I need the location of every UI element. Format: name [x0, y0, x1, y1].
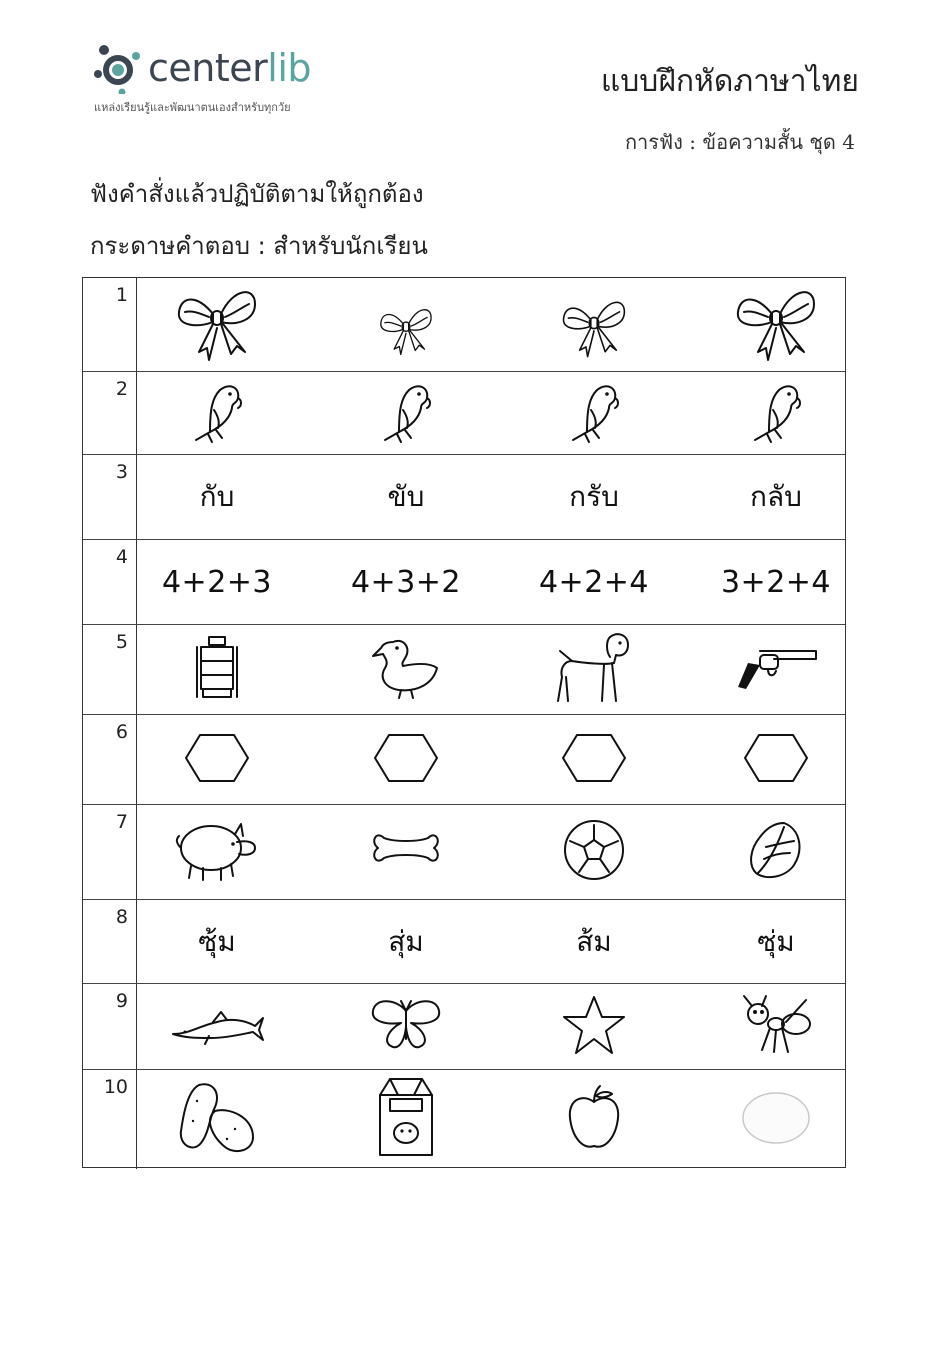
choice-cells	[136, 455, 845, 539]
choice-text: กับ	[199, 480, 235, 513]
row-number: 4	[115, 546, 128, 568]
bow-icon	[364, 289, 448, 375]
dog-icon	[554, 631, 634, 709]
row-number-cell	[83, 372, 137, 454]
choice-3[interactable]	[509, 625, 679, 714]
instruction-text: ฟังคำสั่งแล้วปฏิบัติตามให้ถูกต้อง	[90, 180, 424, 208]
choice-4[interactable]	[691, 540, 861, 624]
logo-molecule-icon	[92, 42, 144, 94]
choice-text: ส้ม	[576, 924, 612, 958]
pig-icon	[175, 818, 259, 886]
choice-2[interactable]	[321, 805, 491, 899]
row-number-cell	[83, 1070, 137, 1169]
choice-1[interactable]	[132, 455, 302, 539]
choice-2[interactable]	[321, 278, 491, 371]
choice-cells	[136, 805, 845, 899]
choice-3[interactable]	[509, 372, 679, 454]
row-number: 9	[115, 990, 128, 1012]
choice-2[interactable]	[321, 984, 491, 1069]
choice-1[interactable]	[132, 625, 302, 714]
choice-text: กรับ	[569, 480, 619, 513]
question-row-6	[83, 715, 845, 805]
row-number-cell	[83, 715, 137, 804]
choice-text: 4+3+2	[350, 564, 462, 600]
choice-4[interactable]	[691, 278, 861, 371]
choice-text: ซุ่ม	[757, 924, 795, 958]
potato-icon	[179, 1081, 255, 1159]
choice-cells	[136, 278, 845, 371]
row-number: 2	[115, 378, 128, 400]
choice-text: กลับ	[750, 480, 802, 513]
logo-wordmark	[148, 42, 311, 94]
parrot-icon	[379, 380, 433, 446]
bow-icon	[552, 286, 636, 372]
choice-4[interactable]	[691, 715, 861, 804]
row-number-cell	[83, 455, 137, 539]
question-row-2	[83, 372, 845, 455]
choice-1[interactable]	[132, 1070, 302, 1169]
question-row-9	[83, 984, 845, 1070]
choice-2[interactable]	[321, 625, 491, 714]
worksheet-title: แบบฝึกหัดภาษาไทย	[600, 64, 859, 99]
choice-3[interactable]	[509, 984, 679, 1069]
choice-3[interactable]	[509, 900, 679, 983]
revolver-icon	[734, 643, 818, 697]
parrot-icon	[567, 380, 621, 446]
parrot-icon	[749, 380, 803, 446]
question-row-4	[83, 540, 845, 625]
choice-cells	[136, 1070, 845, 1169]
food-carrier-icon	[195, 635, 239, 705]
choice-3[interactable]	[509, 1070, 679, 1169]
choice-1[interactable]	[132, 900, 302, 983]
question-row-5	[83, 625, 845, 715]
hexagon-icon	[561, 733, 627, 787]
row-number-cell	[83, 900, 137, 983]
row-number-cell	[83, 540, 137, 624]
choice-2[interactable]	[321, 900, 491, 983]
dolphin-icon	[169, 1004, 265, 1050]
bow-icon	[734, 282, 818, 368]
choice-2[interactable]	[321, 540, 491, 624]
cabbage-icon	[746, 819, 806, 885]
choice-1[interactable]	[132, 984, 302, 1069]
choice-cells	[136, 984, 845, 1069]
row-number-cell	[83, 805, 137, 899]
choice-text: 4+2+3	[161, 564, 273, 600]
row-number: 7	[115, 811, 128, 833]
choice-text: 4+2+4	[538, 564, 650, 600]
bow-icon	[175, 282, 259, 368]
choice-4[interactable]	[691, 1070, 861, 1169]
choice-1[interactable]	[132, 715, 302, 804]
choice-1[interactable]	[132, 540, 302, 624]
row-number-cell	[83, 278, 137, 371]
row-number: 6	[115, 721, 128, 743]
choice-text: ขับ	[387, 480, 425, 513]
parrot-icon	[190, 380, 244, 446]
choice-2[interactable]	[321, 372, 491, 454]
choice-2[interactable]	[321, 1070, 491, 1169]
choice-1[interactable]	[132, 805, 302, 899]
choice-1[interactable]	[132, 278, 302, 371]
soccer-ball-icon	[563, 819, 625, 885]
choice-cells	[136, 900, 845, 983]
choice-text: 3+2+4	[720, 564, 832, 600]
choice-4[interactable]	[691, 372, 861, 454]
question-row-8	[83, 900, 845, 984]
logo-tagline: แหล่งเรียนรู้และพัฒนาตนเองสำหรับทุกวัย	[94, 101, 291, 114]
row-number: 1	[115, 284, 128, 306]
choice-3[interactable]	[509, 715, 679, 804]
apple-icon	[566, 1084, 622, 1156]
question-row-10	[83, 1070, 845, 1169]
choice-cells	[136, 715, 845, 804]
choice-3[interactable]	[509, 455, 679, 539]
question-row-3	[83, 455, 845, 540]
duck-icon	[371, 636, 441, 704]
hexagon-icon	[743, 733, 809, 787]
choice-3[interactable]	[509, 540, 679, 624]
question-row-7	[83, 805, 845, 900]
egg-icon	[741, 1090, 811, 1150]
choice-4[interactable]	[691, 900, 861, 983]
choice-2[interactable]	[321, 455, 491, 539]
logo-text-lib: lib	[267, 46, 312, 90]
row-number-cell	[83, 625, 137, 714]
milk-carton-icon	[376, 1077, 436, 1163]
choice-1[interactable]	[132, 372, 302, 454]
answer-grid	[82, 277, 846, 1168]
row-number: 10	[103, 1076, 128, 1098]
worksheet-subtitle: การฟัง : ข้อความสั้น ชุด 4	[624, 130, 855, 154]
choice-cells	[136, 625, 845, 714]
bone-icon	[372, 828, 440, 876]
choice-cells	[136, 372, 845, 454]
centerlib-logo	[92, 40, 352, 120]
row-number: 8	[115, 906, 128, 928]
star-icon	[562, 995, 626, 1059]
butterfly-icon	[371, 999, 441, 1055]
ant-icon	[740, 994, 812, 1060]
row-number: 5	[115, 631, 128, 653]
row-number-cell	[83, 984, 137, 1069]
choice-cells	[136, 540, 845, 624]
hexagon-icon	[184, 733, 250, 787]
hexagon-icon	[373, 733, 439, 787]
logo-text-center: center	[148, 46, 268, 90]
choice-4[interactable]	[691, 805, 861, 899]
choice-text: สุ่ม	[388, 924, 424, 958]
choice-2[interactable]	[321, 715, 491, 804]
choice-4[interactable]	[691, 455, 861, 539]
question-row-1	[83, 278, 845, 372]
choice-4[interactable]	[691, 984, 861, 1069]
row-number: 3	[115, 461, 128, 483]
choice-3[interactable]	[509, 278, 679, 371]
answer-sheet-label: กระดาษคำตอบ : สำหรับนักเรียน	[90, 232, 428, 260]
choice-text: ซุ้ม	[198, 924, 236, 958]
choice-3[interactable]	[509, 805, 679, 899]
choice-4[interactable]	[691, 625, 861, 714]
